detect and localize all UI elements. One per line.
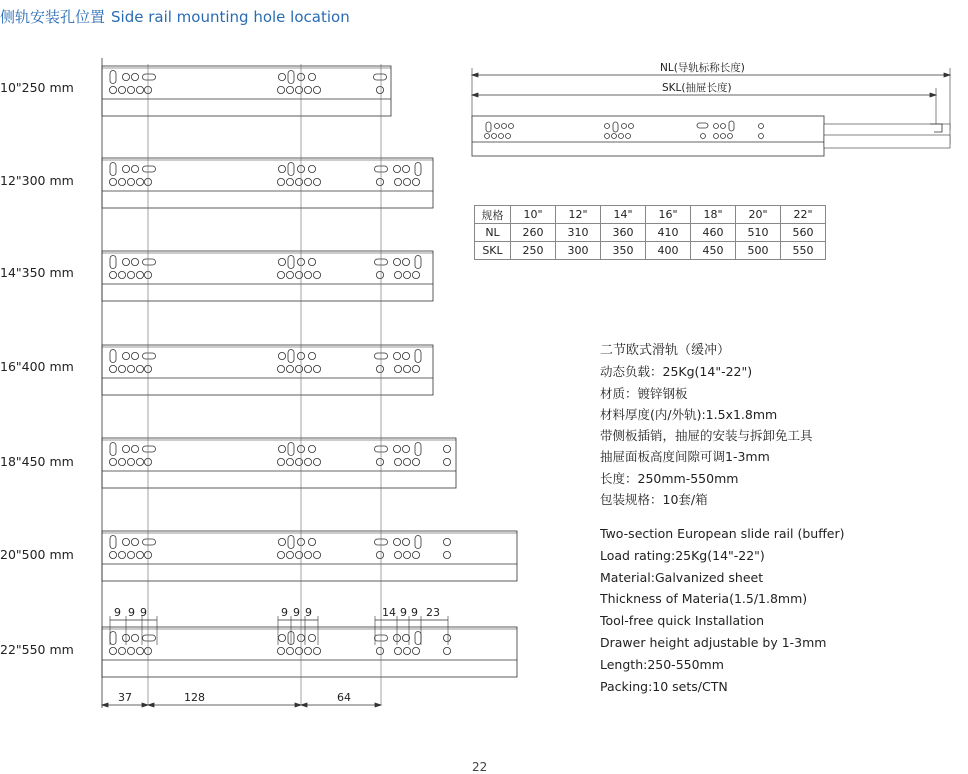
description-cn — [600, 340, 813, 510]
description-en-line: Load rating:25Kg(14"-22") — [600, 547, 765, 563]
description-en-line: Two-section European slide rail (buffer) — [600, 526, 845, 541]
spacing-label: 9 — [400, 606, 407, 619]
description-cn-line: 包装规格：10套/箱 — [600, 492, 708, 508]
description-cn-heading: 二节欧式滑轨（缓冲） — [600, 343, 731, 358]
table-row — [475, 242, 826, 260]
table-cell: 12" — [556, 206, 601, 224]
dimension-128: 128 — [184, 691, 205, 704]
table-cell: 410 — [646, 224, 691, 242]
spacing-label: 14 — [382, 606, 396, 619]
rail-label: 14"350 mm — [0, 265, 74, 280]
spacing-label: 9 — [140, 606, 147, 619]
rail-profile — [102, 66, 391, 116]
table-cell: 250 — [511, 242, 556, 260]
spacing-labels — [114, 606, 440, 619]
table-cell: 400 — [646, 242, 691, 260]
spacing-label: 9 — [305, 606, 312, 619]
description-en-line: Thickness of Materia(1.5/1.8mm) — [600, 591, 808, 607]
table-cell: 450 — [691, 242, 736, 260]
dimension-64: 64 — [337, 691, 351, 704]
description-en — [600, 523, 845, 697]
table-cell: 22" — [781, 206, 826, 224]
description-cn-line: 带侧板插销，抽屉的安装与拆卸免工具 — [600, 428, 813, 444]
spec-table — [474, 205, 826, 260]
rail-label: 12"300 mm — [0, 173, 74, 188]
table-cell: 260 — [511, 224, 556, 242]
table-cell: 460 — [691, 224, 736, 242]
rail-profile — [102, 438, 456, 488]
rail-profile — [102, 345, 433, 395]
rail-label: 18"450 mm — [0, 454, 74, 469]
spacing-label: 23 — [426, 606, 440, 619]
rail-profile — [102, 531, 517, 581]
table-cell: 10" — [511, 206, 556, 224]
rail-label: 10"250 mm — [0, 80, 74, 95]
rail-label: 20"500 mm — [0, 547, 74, 562]
table-cell: 16" — [646, 206, 691, 224]
table-cell: 350 — [601, 242, 646, 260]
title-en: Side rail mounting hole location — [111, 8, 350, 26]
table-cell: 18" — [691, 206, 736, 224]
description-en-line: Material:Galvanized sheet — [600, 569, 764, 585]
page-number: 22 — [472, 760, 488, 774]
spacing-label: 9 — [128, 606, 135, 619]
description-cn-line: 抽屉面板高度间隙可调1-3mm — [600, 449, 770, 465]
spacing-label: 9 — [411, 606, 418, 619]
spacing-label: 9 — [114, 606, 121, 619]
rails-layer — [102, 66, 517, 677]
bottom-dimension-labels — [118, 691, 351, 704]
description-en-line: Length:250-550mm — [600, 656, 724, 672]
skl-label: SKL(抽屉长度) — [662, 82, 732, 94]
table-cell: 310 — [556, 224, 601, 242]
rail-profile — [102, 627, 517, 677]
table-cell: 300 — [556, 242, 601, 260]
title-cn: 侧轨安装孔位置 — [0, 8, 106, 26]
rail-profile — [102, 251, 433, 301]
table-cell: SKL — [475, 242, 511, 260]
description-cn-line: 材料厚度(内/外轨):1.5x1.8mm — [600, 406, 778, 422]
table-row — [475, 224, 826, 242]
rail-profile — [102, 158, 433, 208]
description-en-line: Tool-free quick Installation — [600, 613, 765, 629]
table-cell: 规格 — [475, 206, 511, 224]
description-en-line: Packing:10 sets/CTN — [600, 678, 728, 694]
table-cell: 20" — [736, 206, 781, 224]
table-cell: 510 — [736, 224, 781, 242]
table-cell: 14" — [601, 206, 646, 224]
table-cell: NL — [475, 224, 511, 242]
description-en-line: Drawer height adjustable by 1-3mm — [600, 634, 827, 650]
rail-label: 16"400 mm — [0, 359, 74, 374]
table-cell: 560 — [781, 224, 826, 242]
table-row — [475, 206, 826, 224]
spacing-label: 9 — [281, 606, 288, 619]
description-cn-line: 动态负载：25Kg(14"-22") — [600, 364, 753, 380]
spacing-label: 9 — [293, 606, 300, 619]
table-cell: 500 — [736, 242, 781, 260]
table-cell: 360 — [601, 224, 646, 242]
rail-label: 22"550 mm — [0, 642, 74, 657]
description-cn-line: 长度：250mm-550mm — [600, 470, 739, 486]
description-cn-line: 材质：镀锌钢板 — [600, 385, 688, 401]
nl-label: NL(导轨标称长度) — [660, 62, 745, 74]
table-cell: 550 — [781, 242, 826, 260]
dimension-37: 37 — [118, 691, 132, 704]
